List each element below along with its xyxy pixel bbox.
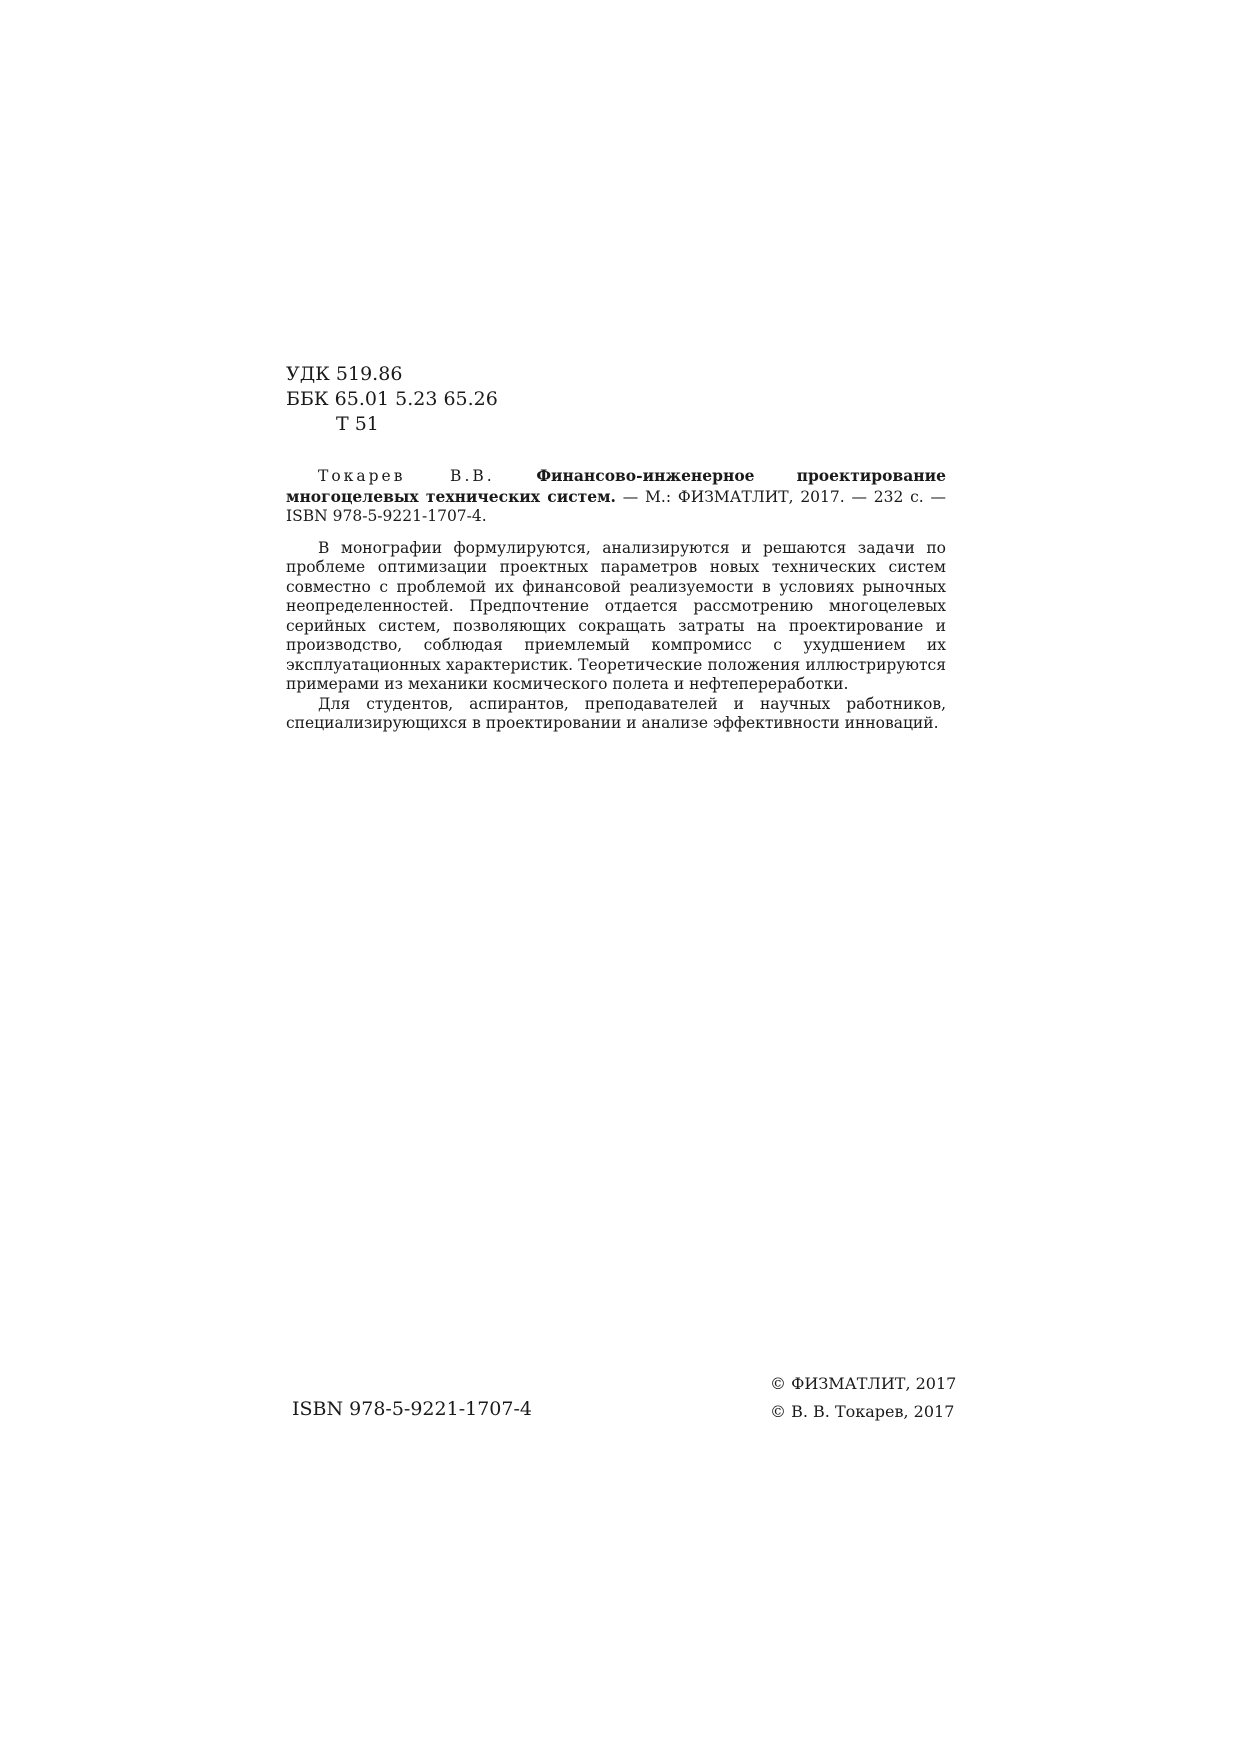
- author-mark: Т 51: [336, 413, 379, 435]
- book-title: Финансово-инженерное проектирование многоцелевых технических систем.: [286, 466, 946, 506]
- classification-codes: [286, 362, 498, 437]
- author-name: Токарев В.В.: [318, 467, 495, 485]
- annotation-paragraph-2: Для студентов, аспирантов, преподавателей и научных работников, специализирующихся в проектировании и анализе эффективности инноваций.: [286, 694, 946, 732]
- bbk-code: ББК 65.01 5.23 65.26: [286, 388, 498, 410]
- copyright-block: [770, 1370, 956, 1426]
- imprint: — М.: ФИЗМАТЛИТ, 2017. — 232 с. — ISBN 978-5-9221-1707-4.: [286, 487, 947, 525]
- udk-code: УДК 519.86: [286, 363, 403, 385]
- abstract-block: [286, 466, 946, 734]
- bibliographic-record: [286, 466, 946, 527]
- copyright-author: © В. В. Токарев, 2017: [770, 1402, 955, 1421]
- isbn-footer: ISBN 978-5-9221-1707-4: [292, 1398, 532, 1420]
- copyright-publisher: © ФИЗМАТЛИТ, 2017: [770, 1374, 957, 1393]
- annotation-paragraph-1: В монографии формулируются, анализируются и решаются задачи по проблеме оптимизации проектных параметров новых технических систем совместно с проблемой их финансовой реализуемости в условиях рыночных неопределенностей. Предпочтение отдается рассмотрению многоцелевых серийных систем, позволяющих сокращать затраты на проектирование и производство, соблюдая приемлемый компромисс с ухудшением их эксплуатационных характеристик. Теоретические положения иллюстрируются примерами из механики космического полета и нефтепереработки.: [286, 538, 946, 693]
